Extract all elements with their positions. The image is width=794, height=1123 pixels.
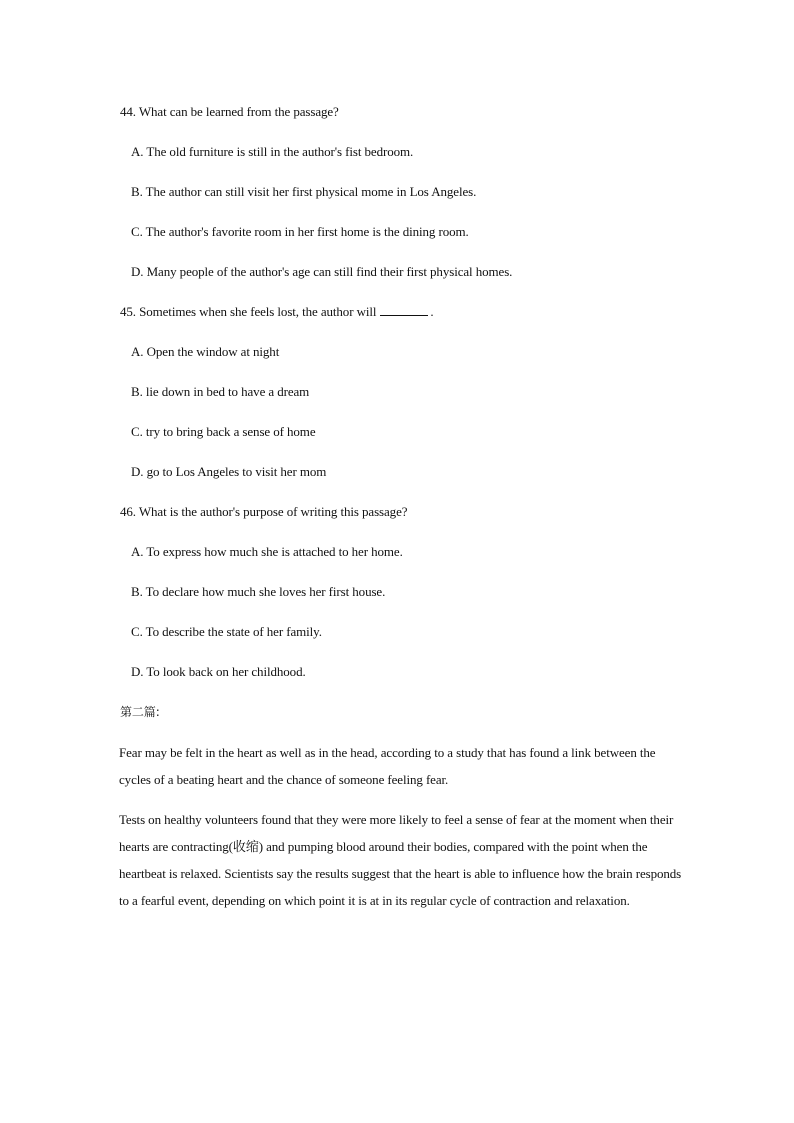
question-45-stem	[120, 304, 434, 320]
question-45-stem-end: .	[430, 304, 434, 319]
question-44-option-c: C. The author's favorite room in her first home is the dining room.	[131, 224, 469, 239]
question-44-stem: 44. What can be learned from the passage?	[120, 104, 339, 119]
question-45-option-b: B. lie down in bed to have a dream	[131, 384, 310, 399]
question-46-option-c: C. To describe the state of her family.	[131, 624, 322, 639]
question-44-option-b: B. The author can still visit her first physical mome in Los Angeles.	[131, 184, 477, 199]
answer-blank	[380, 304, 428, 316]
question-45-option-a: A. Open the window at night	[131, 344, 280, 359]
passage-paragraph-2: Tests on healthy volunteers found that they were more likely to feel a sense of fear at the moment when their hearts are contracting(收缩) and pumping blood around their bodies, compared with the point when the heartbeat is relaxed. Scientists say the results suggest that the heart is able to influence how the brain responds to a fearful event, depending on which point it is at in its regular cycle of contraction and relaxation.	[119, 812, 682, 908]
question-46-option-a: A. To express how much she is attached to her home.	[131, 544, 403, 559]
question-45-stem-text: 45. Sometimes when she feels lost, the author will	[120, 304, 377, 319]
question-44-option-a: A. The old furniture is still in the author's fist bedroom.	[131, 144, 414, 159]
question-44-option-d: D. Many people of the author's age can still find their first physical homes.	[131, 264, 513, 279]
passage-paragraph-1: Fear may be felt in the heart as well as in the head, according to a study that has found a link between the cycles of a beating heart and the chance of someone feeling fear.	[119, 745, 656, 787]
question-45-option-d: D. go to Los Angeles to visit her mom	[131, 464, 327, 479]
question-46-stem: 46. What is the author's purpose of writing this passage?	[120, 504, 408, 519]
question-45-option-c: C. try to bring back a sense of home	[131, 424, 316, 439]
question-46-option-b: B. To declare how much she loves her first house.	[131, 584, 386, 599]
question-46-option-d: D. To look back on her childhood.	[131, 664, 306, 679]
section-label: 第二篇:	[120, 705, 160, 719]
